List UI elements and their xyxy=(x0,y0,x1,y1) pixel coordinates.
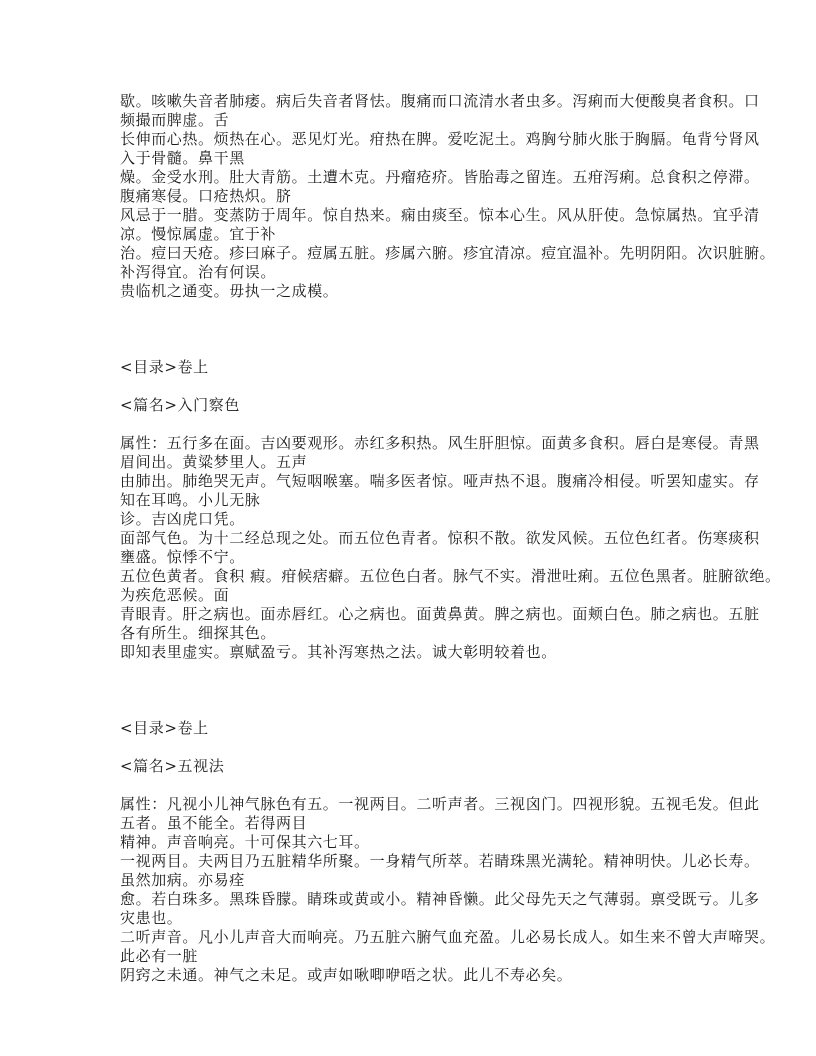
text-line: 歇。咳嗽失音者肺痿。病后失音者肾怯。腹痛而口流清水者虫多。泻痢而大便酸臭者食积。口 xyxy=(120,92,760,110)
text-line: 阴窍之未通。神气之未足。或声如啾唧咿唔之状。此儿不寿必矣。 xyxy=(120,966,573,984)
text-line: 五者。虽不能全。若得两目 xyxy=(120,814,308,832)
text-line: 各有所生。细探其色。 xyxy=(120,624,277,642)
text-line: 频撮而脾虚。舌 xyxy=(120,111,230,129)
text-line: 精神。声音响亮。十可保其六七耳。 xyxy=(120,833,370,851)
chapter-title: <篇名>五视法 xyxy=(120,757,225,775)
text-line: 属性：五行多在面。吉凶要观形。赤红多积热。风生肝胆惊。面黄多食积。唇白是寒侵。青黑 xyxy=(120,434,760,452)
text-line: 长伸而心热。烦热在心。恶见灯光。疳热在脾。爱吃泥土。鸡胸兮肺火胀于胸膈。龟背兮肾风 xyxy=(120,130,760,148)
text-line: 虽然加病。亦易痊 xyxy=(120,871,245,889)
text-line: 愈。若白珠多。黑珠昏朦。睛珠或黄或小。精神昏懒。此父母先天之气薄弱。禀受既亏。儿多 xyxy=(120,890,760,908)
text-line: 二听声音。凡小儿声音大而响亮。乃五脏六腑气血充盈。儿必易长成人。如生来不曾大声啼哭。 xyxy=(120,928,776,946)
text-line: 五位色黄者。食积 瘕。疳候痞癖。五位色白者。脉气不实。滑泄吐痢。五位色黑者。脏腑欲绝。 xyxy=(120,567,781,585)
text-line: 燥。金受水刑。肚大青筋。土遭木克。丹瘤疮疥。皆胎毒之留连。五疳泻痢。总食积之停滞。 xyxy=(120,168,760,186)
text-line: 一视两目。夫两目乃五脏精华所聚。一身精气所萃。若睛珠黑光满轮。精神明快。儿必长寿。 xyxy=(120,852,760,870)
spacer xyxy=(120,377,700,396)
section-continuation xyxy=(120,92,776,301)
text-line: 为疾危恶候。面 xyxy=(120,586,230,604)
section-rumen-chase xyxy=(120,358,781,662)
text-line: 青眼青。肝之病也。面赤唇红。心之病也。面黄鼻黄。脾之病也。面颊白色。肺之病也。五脏 xyxy=(120,605,760,623)
section-spacer xyxy=(120,301,700,358)
text-line: 由肺出。肺绝哭无声。气短咽喉塞。喘多医者惊。哑声热不退。腹痛冷相侵。听罢知虚实。存 xyxy=(120,472,760,490)
text-line: 治。痘曰天疮。疹曰麻子。痘属五脏。疹属六腑。疹宜清凉。痘宜温补。先明阴阳。次识脏腑。 xyxy=(120,244,776,262)
text-line: 凉。慢惊属虚。宜于补 xyxy=(120,225,277,243)
spacer xyxy=(120,776,700,795)
section-wushifa xyxy=(120,719,776,985)
text-line: 此必有一脏 xyxy=(120,947,199,965)
text-line: 诊。吉凶虎口凭。 xyxy=(120,510,245,528)
text-line: 补泻得宜。治有何误。 xyxy=(120,263,277,281)
document-page xyxy=(120,92,781,985)
spacer xyxy=(120,738,700,757)
text-line: 风忌于一腊。变蒸防于周年。惊自热来。痫由痰至。惊本心生。风从肝使。急惊属热。宜乎清 xyxy=(120,206,760,224)
text-line: 即知表里虚实。禀赋盈亏。其补泻寒热之法。诚大彰明较着也。 xyxy=(120,643,557,661)
catalog-label: <目录>卷上 xyxy=(120,719,209,737)
text-line: 壅盛。惊悸不宁。 xyxy=(120,548,245,566)
text-line: 腹痛寒侵。口疮热炽。脐 xyxy=(120,187,292,205)
spacer xyxy=(120,415,700,434)
chapter-title: <篇名>入门察色 xyxy=(120,396,240,414)
text-line: 入于骨髓。鼻干黑 xyxy=(120,149,245,167)
catalog-label: <目录>卷上 xyxy=(120,358,209,376)
text-line: 面部气色。为十二经总现之处。而五位色青者。惊积不散。欲发风候。五位色红者。伤寒痰积 xyxy=(120,529,760,547)
text-line: 贵临机之通变。毋执一之成模。 xyxy=(120,282,339,300)
text-line: 知在耳鸣。小儿无脉 xyxy=(120,491,261,509)
text-line: 属性：凡视小儿神气脉色有五。一视两目。二听声者。三视囟门。四视形貌。五视毛发。但此 xyxy=(120,795,760,813)
text-line: 眉间出。黄粱梦里人。五声 xyxy=(120,453,308,471)
text-line: 灾患也。 xyxy=(120,909,183,927)
section-spacer xyxy=(120,662,700,719)
